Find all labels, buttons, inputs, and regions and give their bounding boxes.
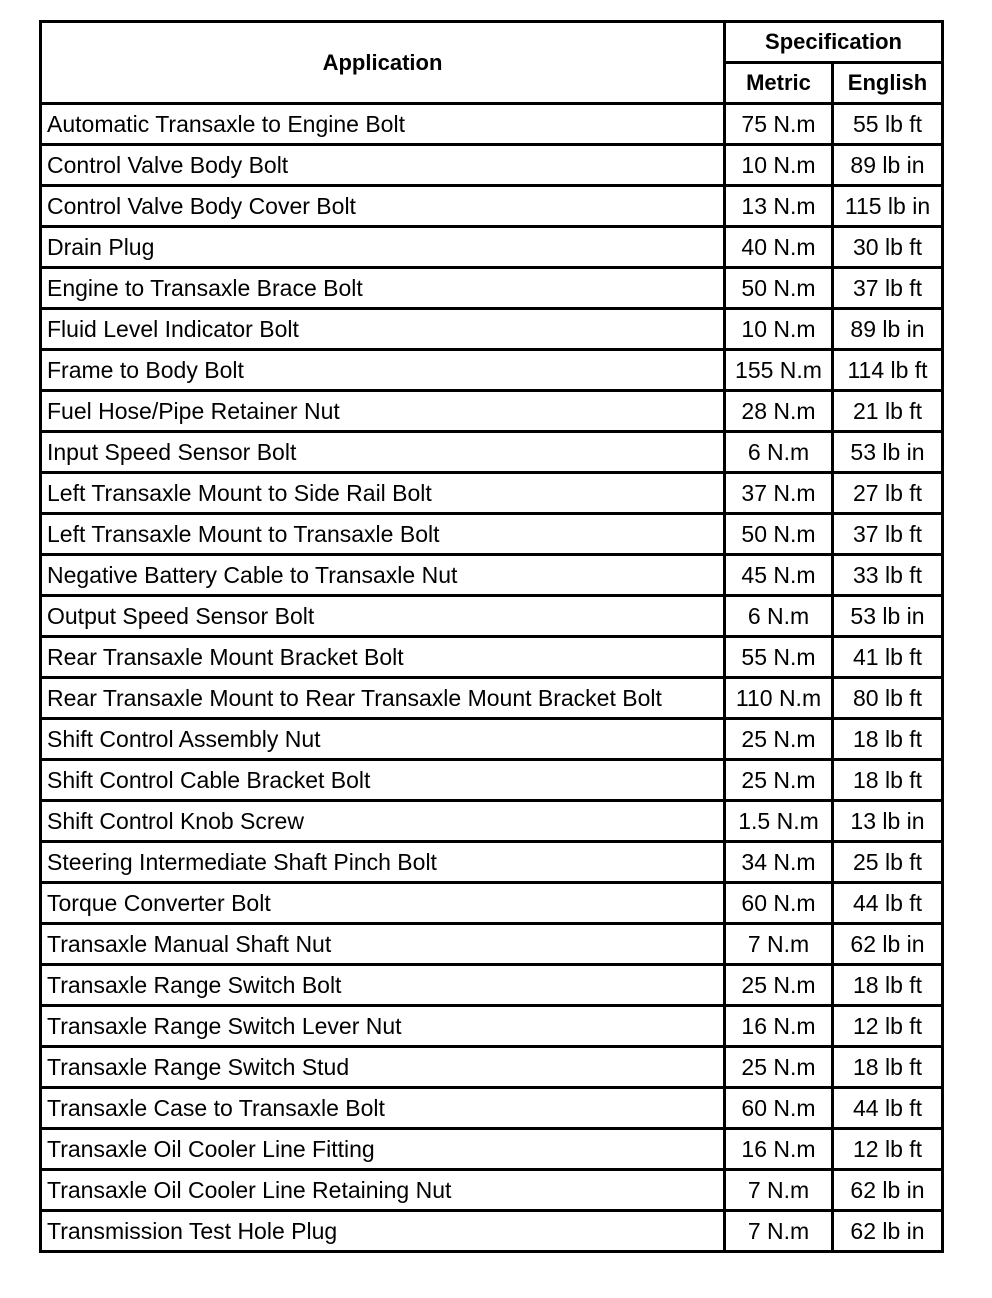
english-cell: 89 lb in <box>833 145 943 186</box>
table-row <box>41 432 943 473</box>
english-cell: 89 lb in <box>833 309 943 350</box>
application-cell: Shift Control Assembly Nut <box>41 719 725 760</box>
metric-cell: 75 N.m <box>725 104 833 145</box>
table-row <box>41 760 943 801</box>
table-row <box>41 145 943 186</box>
application-cell: Drain Plug <box>41 227 725 268</box>
application-cell: Negative Battery Cable to Transaxle Nut <box>41 555 725 596</box>
english-cell: 27 lb ft <box>833 473 943 514</box>
table-row <box>41 186 943 227</box>
english-cell: 37 lb ft <box>833 268 943 309</box>
metric-cell: 40 N.m <box>725 227 833 268</box>
metric-header: Metric <box>725 63 833 104</box>
metric-cell: 110 N.m <box>725 678 833 719</box>
english-cell: 13 lb in <box>833 801 943 842</box>
english-cell: 55 lb ft <box>833 104 943 145</box>
metric-cell: 155 N.m <box>725 350 833 391</box>
application-cell: Control Valve Body Cover Bolt <box>41 186 725 227</box>
metric-cell: 16 N.m <box>725 1006 833 1047</box>
application-cell: Rear Transaxle Mount to Rear Transaxle Mount Bracket Bolt <box>41 678 725 719</box>
table-row <box>41 555 943 596</box>
table-row <box>41 227 943 268</box>
table-header <box>41 22 943 104</box>
application-cell: Transaxle Range Switch Bolt <box>41 965 725 1006</box>
application-cell: Fluid Level Indicator Bolt <box>41 309 725 350</box>
table-row <box>41 1170 943 1211</box>
english-cell: 80 lb ft <box>833 678 943 719</box>
table-row <box>41 309 943 350</box>
metric-cell: 16 N.m <box>725 1129 833 1170</box>
metric-cell: 25 N.m <box>725 965 833 1006</box>
metric-cell: 1.5 N.m <box>725 801 833 842</box>
torque-specification-table <box>39 20 944 1253</box>
metric-cell: 7 N.m <box>725 1170 833 1211</box>
table-row <box>41 514 943 555</box>
metric-cell: 60 N.m <box>725 1088 833 1129</box>
specification-header: Specification <box>725 22 943 63</box>
application-cell: Steering Intermediate Shaft Pinch Bolt <box>41 842 725 883</box>
english-cell: 62 lb in <box>833 924 943 965</box>
table-row <box>41 268 943 309</box>
application-cell: Output Speed Sensor Bolt <box>41 596 725 637</box>
english-cell: 114 lb ft <box>833 350 943 391</box>
table-row <box>41 391 943 432</box>
table-row <box>41 1129 943 1170</box>
english-cell: 53 lb in <box>833 432 943 473</box>
english-cell: 18 lb ft <box>833 760 943 801</box>
table-row <box>41 1211 943 1252</box>
metric-cell: 6 N.m <box>725 432 833 473</box>
english-cell: 115 lb in <box>833 186 943 227</box>
application-cell: Engine to Transaxle Brace Bolt <box>41 268 725 309</box>
application-cell: Transmission Test Hole Plug <box>41 1211 725 1252</box>
application-cell: Left Transaxle Mount to Side Rail Bolt <box>41 473 725 514</box>
application-cell: Fuel Hose/Pipe Retainer Nut <box>41 391 725 432</box>
table-body <box>41 104 943 1252</box>
application-cell: Torque Converter Bolt <box>41 883 725 924</box>
application-cell: Automatic Transaxle to Engine Bolt <box>41 104 725 145</box>
metric-cell: 7 N.m <box>725 1211 833 1252</box>
table-row <box>41 1006 943 1047</box>
english-cell: 33 lb ft <box>833 555 943 596</box>
english-cell: 12 lb ft <box>833 1006 943 1047</box>
header-row-top <box>41 22 943 63</box>
metric-cell: 60 N.m <box>725 883 833 924</box>
application-cell: Input Speed Sensor Bolt <box>41 432 725 473</box>
table-row <box>41 842 943 883</box>
application-cell: Transaxle Range Switch Stud <box>41 1047 725 1088</box>
english-cell: 18 lb ft <box>833 965 943 1006</box>
table-row <box>41 637 943 678</box>
table-row <box>41 473 943 514</box>
english-cell: 18 lb ft <box>833 1047 943 1088</box>
metric-cell: 7 N.m <box>725 924 833 965</box>
table-row <box>41 719 943 760</box>
application-cell: Frame to Body Bolt <box>41 350 725 391</box>
english-cell: 21 lb ft <box>833 391 943 432</box>
english-cell: 44 lb ft <box>833 1088 943 1129</box>
english-cell: 41 lb ft <box>833 637 943 678</box>
table-row <box>41 596 943 637</box>
table-row <box>41 1047 943 1088</box>
table-row <box>41 350 943 391</box>
table-row <box>41 801 943 842</box>
metric-cell: 50 N.m <box>725 268 833 309</box>
table-row <box>41 965 943 1006</box>
english-cell: 62 lb in <box>833 1170 943 1211</box>
english-cell: 18 lb ft <box>833 719 943 760</box>
application-cell: Transaxle Oil Cooler Line Fitting <box>41 1129 725 1170</box>
application-header: Application <box>41 22 725 104</box>
table-row <box>41 678 943 719</box>
metric-cell: 6 N.m <box>725 596 833 637</box>
application-cell: Shift Control Cable Bracket Bolt <box>41 760 725 801</box>
metric-cell: 37 N.m <box>725 473 833 514</box>
application-cell: Rear Transaxle Mount Bracket Bolt <box>41 637 725 678</box>
application-cell: Transaxle Manual Shaft Nut <box>41 924 725 965</box>
metric-cell: 13 N.m <box>725 186 833 227</box>
english-cell: 62 lb in <box>833 1211 943 1252</box>
table-row <box>41 883 943 924</box>
metric-cell: 10 N.m <box>725 309 833 350</box>
metric-cell: 25 N.m <box>725 760 833 801</box>
metric-cell: 50 N.m <box>725 514 833 555</box>
application-cell: Shift Control Knob Screw <box>41 801 725 842</box>
table-row <box>41 924 943 965</box>
metric-cell: 34 N.m <box>725 842 833 883</box>
application-cell: Control Valve Body Bolt <box>41 145 725 186</box>
metric-cell: 10 N.m <box>725 145 833 186</box>
english-cell: 30 lb ft <box>833 227 943 268</box>
english-cell: 12 lb ft <box>833 1129 943 1170</box>
english-header: English <box>833 63 943 104</box>
english-cell: 37 lb ft <box>833 514 943 555</box>
metric-cell: 25 N.m <box>725 719 833 760</box>
english-cell: 44 lb ft <box>833 883 943 924</box>
metric-cell: 25 N.m <box>725 1047 833 1088</box>
application-cell: Transaxle Range Switch Lever Nut <box>41 1006 725 1047</box>
table-row <box>41 104 943 145</box>
metric-cell: 45 N.m <box>725 555 833 596</box>
application-cell: Left Transaxle Mount to Transaxle Bolt <box>41 514 725 555</box>
application-cell: Transaxle Case to Transaxle Bolt <box>41 1088 725 1129</box>
metric-cell: 28 N.m <box>725 391 833 432</box>
application-cell: Transaxle Oil Cooler Line Retaining Nut <box>41 1170 725 1211</box>
english-cell: 53 lb in <box>833 596 943 637</box>
metric-cell: 55 N.m <box>725 637 833 678</box>
english-cell: 25 lb ft <box>833 842 943 883</box>
table-row <box>41 1088 943 1129</box>
